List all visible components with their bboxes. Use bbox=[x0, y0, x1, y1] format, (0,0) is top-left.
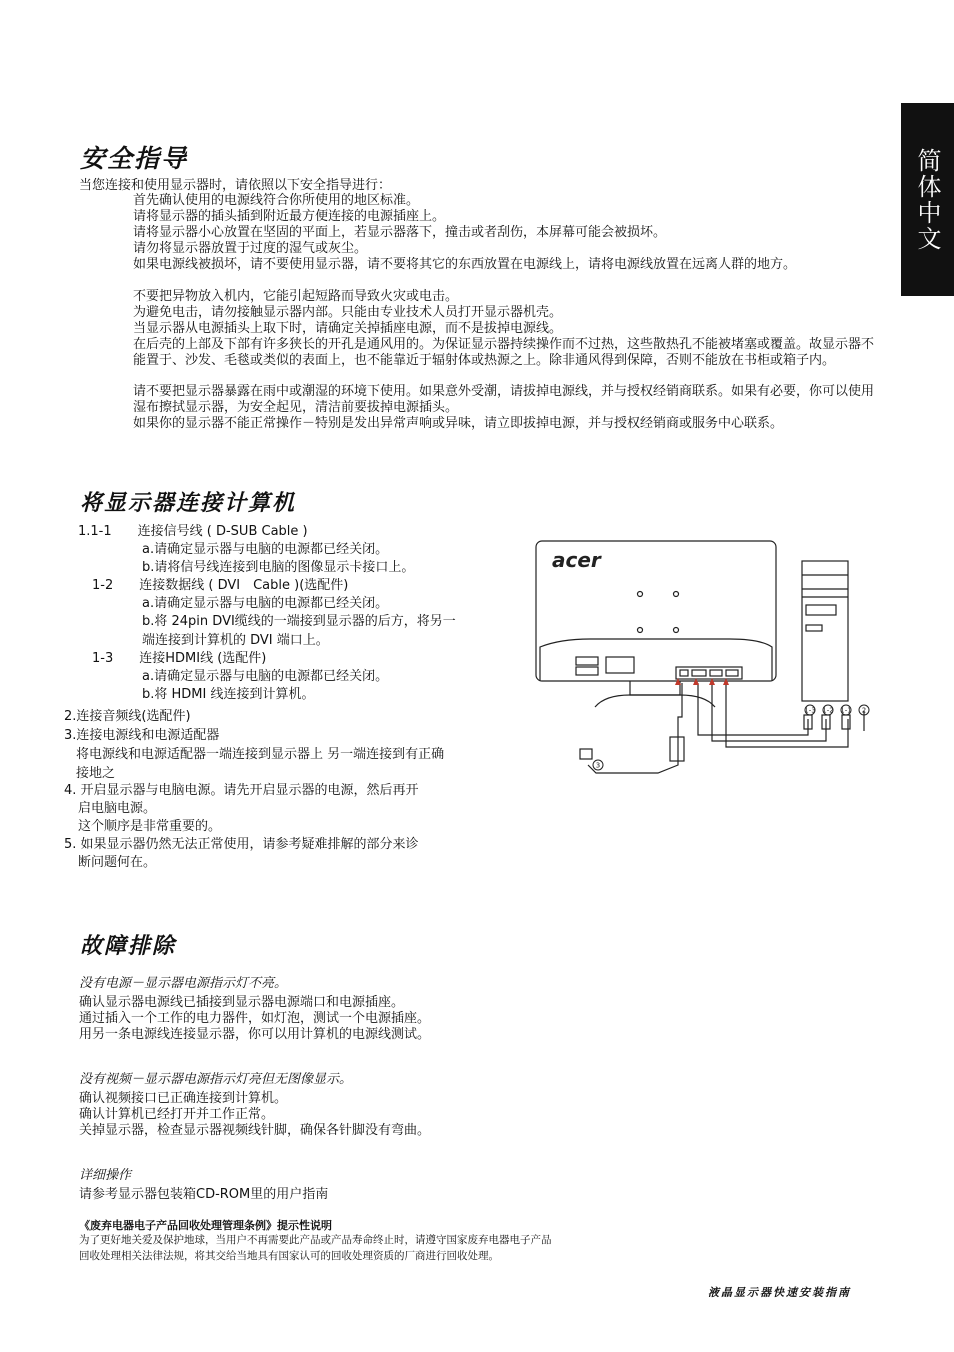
label-1-1: 1-1 bbox=[840, 706, 852, 715]
connect-step: 断问题何在。 bbox=[78, 855, 157, 870]
recycle-line: 为了更好地关爱及保护地球，当用户不再需要此产品或产品寿命终止时，请遵守国家废弃电器电子产品 bbox=[79, 1234, 552, 1246]
safety-item: 请勿将显示器放置于过度的湿气或灰尘。 bbox=[133, 241, 368, 256]
safety-item: 在后壳的上部及下部有许多狭长的开孔是通风用的。为保证显示器持续操作而不过热，这些散热孔不能被堵塞或覆盖。故显示器不能置于、沙发、毛毯或类似的表面上，也不能靠近于辐射体或热源之上。除非通风得到保障，否则不能放在书柜或箱子内。 bbox=[133, 337, 875, 368]
connect-step: 2.连接音频线(选配件) bbox=[64, 709, 191, 724]
connect-step: a.请确定显示器与电脑的电源都已经关闭。 bbox=[142, 596, 389, 611]
label-1-2: 1-2 bbox=[822, 706, 834, 715]
connect-step: 1.1-1 连接信号线 ( D-SUB Cable ) bbox=[78, 524, 308, 539]
safety-intro: 当您连接和使用显示器时，请依照以下安全指导进行： bbox=[79, 178, 392, 193]
footer-title: 液晶显示器快速安装指南 bbox=[708, 1286, 851, 1299]
connect-step: b.将 HDMI 线连接到计算机。 bbox=[142, 687, 315, 702]
safety-item: 请将显示器小心放置在坚固的平面上，若显示器落下，撞击或者刮伤，本屏幕可能会被损坏。 bbox=[133, 225, 667, 240]
trouble-line: 确认视频接口已正确连接到计算机。 bbox=[79, 1091, 288, 1106]
trouble-line: 确认显示器电源线已插接到显示器电源端口和电源插座。 bbox=[79, 995, 405, 1010]
connect-step: a.请确定显示器与电脑的电源都已经关闭。 bbox=[142, 542, 389, 557]
connect-step: 4. 开启显示器与电脑电源。请先开启显示器的电源，然后再开 bbox=[64, 783, 419, 798]
trouble-title: 故障排除 bbox=[80, 934, 177, 959]
trouble-line: 通过插入一个工作的电力器件，如灯泡，测试一个电源插座。 bbox=[79, 1011, 431, 1026]
connect-step: 1-3 连接HDMI线 (选配件) bbox=[92, 651, 267, 666]
connect-step: 将电源线和电源适配器一端连接到显示器上 另一端连接到有正确 bbox=[76, 747, 445, 762]
safety-item: 首先确认使用的电源线符合你所使用的地区标准。 bbox=[133, 193, 420, 208]
safety-item: 如果电源线被损坏，请不要使用显示器，请不要将其它的东西放置在电源线上，请将电源线放置在远离人群的地方。 bbox=[133, 257, 797, 272]
trouble-line: 确认计算机已经打开并工作正常。 bbox=[79, 1107, 275, 1122]
safety-title: 安全指导 bbox=[80, 144, 189, 173]
safety-item: 请不要把显示器暴露在雨中或潮湿的环境下使用。如果意外受潮，请拔掉电源线，并与授权经销商联系。如果有必要，你可以使用湿布擦拭显示器，为安全起见，清洁前要拔掉电源插头。 bbox=[133, 384, 875, 415]
connect-step: 5. 如果显示器仍然无法正常使用，请参考疑难排解的部分来诊 bbox=[64, 837, 419, 852]
trouble-line: 请参考显示器包装箱CD-ROM里的用户指南 bbox=[79, 1187, 329, 1202]
label-1-3: 1-3 bbox=[804, 706, 816, 715]
language-tab-label: 简体中文 bbox=[913, 147, 941, 252]
trouble-heading: 没有电源－显示器电源指示灯不亮。 bbox=[79, 976, 288, 991]
safety-item: 当显示器从电源插头上取下时，请确定关掉插座电源，而不是拔掉电源线。 bbox=[133, 321, 563, 336]
safety-item: 为避免电击，请勿接触显示器内部。只能由专业技术人员打开显示器机壳。 bbox=[133, 305, 563, 320]
trouble-line: 关掉显示器，检查显示器视频线针脚，确保各针脚没有弯曲。 bbox=[79, 1123, 431, 1138]
label-2: 2 bbox=[861, 706, 867, 715]
recycle-title: 《废弃电器电子产品回收处理管理条例》提示性说明 bbox=[79, 1219, 332, 1232]
trouble-heading: 详细操作 bbox=[79, 1168, 132, 1183]
language-tab bbox=[901, 103, 954, 296]
safety-item: 不要把异物放入机内，它能引起短路而导致火灾或电击。 bbox=[133, 289, 459, 304]
acer-logo: acer bbox=[552, 548, 601, 572]
connect-step: 端连接到计算机的 DVI 端口上。 bbox=[142, 633, 329, 648]
connect-step: b.将 24pin DVI缆线的一端接到显示器的后方，将另一 bbox=[142, 614, 456, 629]
connect-step: a.请确定显示器与电脑的电源都已经关闭。 bbox=[142, 669, 389, 684]
recycle-line: 回收处理相关法律法规，将其交给当地具有国家认可的回收处理资质的厂商进行回收处理。 bbox=[79, 1250, 499, 1262]
connection-diagram bbox=[530, 535, 890, 795]
trouble-heading: 没有视频－显示器电源指示灯亮但无图像显示。 bbox=[79, 1072, 353, 1087]
safety-item: 请将显示器的插头插到附近最方便连接的电源插座上。 bbox=[133, 209, 446, 224]
connect-step: b.请将信号线连接到电脑的图像显示卡接口上。 bbox=[142, 560, 415, 575]
connect-step: 1-2 连接数据线 ( DVI Cable )(选配件) bbox=[92, 578, 349, 593]
label-3: 3 bbox=[595, 761, 601, 770]
trouble-line: 用另一条电源线连接显示器，你可以用计算机的电源线测试。 bbox=[79, 1027, 431, 1042]
connect-step: 3.连接电源线和电源适配器 bbox=[64, 728, 220, 743]
connect-step: 启电脑电源。 bbox=[78, 801, 157, 816]
safety-item: 如果你的显示器不能正常操作－特别是发出异常声响或异味，请立即拔掉电源，并与授权经销商或服务中心联系。 bbox=[133, 416, 784, 431]
connect-step: 接地之 bbox=[76, 766, 116, 781]
connect-title: 将显示器连接计算机 bbox=[80, 491, 297, 516]
connect-step: 这个顺序是非常重要的。 bbox=[78, 819, 222, 834]
